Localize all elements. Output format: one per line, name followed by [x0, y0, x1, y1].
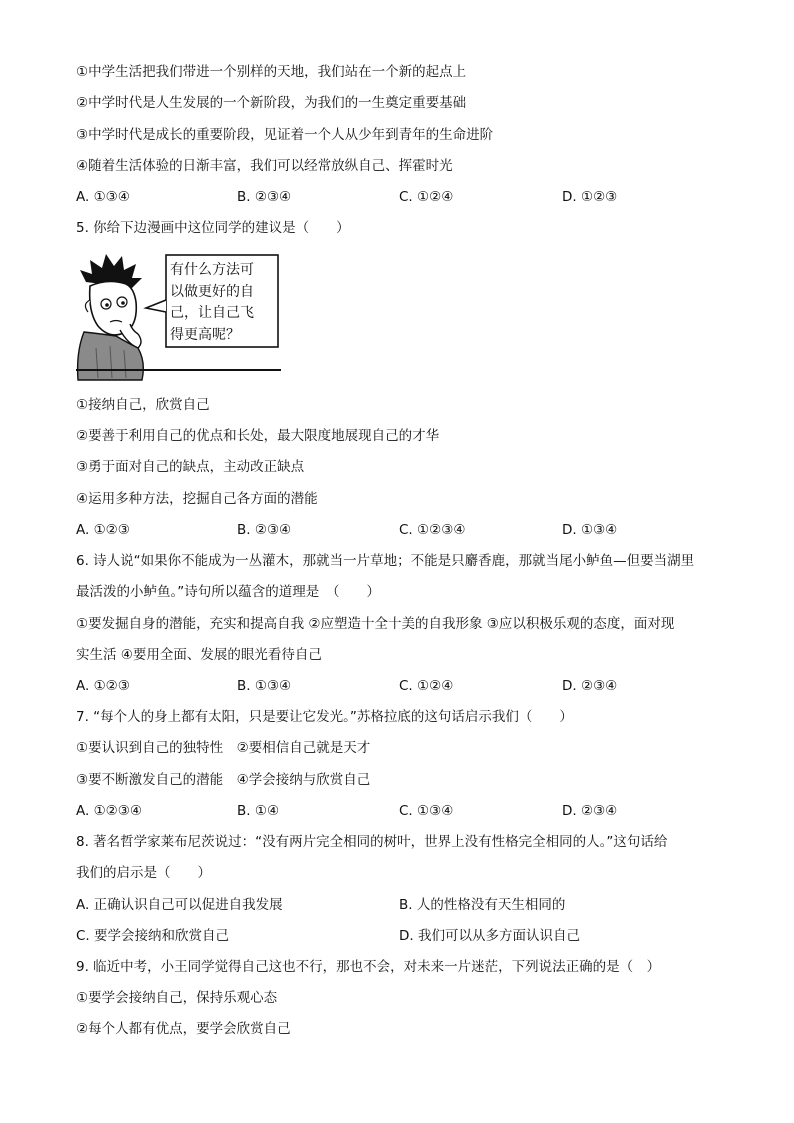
q9-stem: 9. 临近中考，小王同学觉得自己这也不行，那也不会，对未来一片迷茫，下列说法正确的是（ ） — [76, 959, 661, 975]
q8-option-a: A. 正确认识自己可以促进自我发展 — [76, 897, 283, 913]
prev-item-1: ①中学生活把我们带进一个别样的天地，我们站在一个新的起点上 — [76, 64, 467, 80]
q5-stem: 5. 你给下边漫画中这位同学的建议是（ ） — [76, 220, 350, 236]
q5-option-b: B. ②③④ — [237, 522, 292, 538]
q7-option-c: C. ①③④ — [399, 803, 454, 819]
q6-items-line-2: 实生活 ④要用全面、发展的眼光看待自己 — [76, 647, 322, 663]
q6-option-b: B. ①③④ — [237, 678, 292, 694]
prev-option-b: B. ②③④ — [237, 189, 292, 205]
q5-item-2: ②要善于利用自己的优点和长处，最大限度地展现自己的才华 — [76, 428, 440, 444]
speech-bubble-text — [170, 260, 280, 346]
q8-stem-line-2: 我们的启示是（ ） — [76, 865, 211, 881]
prev-option-d: D. ①②③ — [562, 189, 618, 205]
bubble-line-1: 有什么方法可 — [170, 262, 254, 278]
q7-items-line-2: ③要不断激发自己的潜能 ④学会接纳与欣赏自己 — [76, 772, 371, 788]
q6-stem-line-1: 6. 诗人说“如果你不能成为一丛灌木，那就当一片草地；不能是只麝香鹿，那就当尾小鲈鱼—但要当湖里 — [76, 553, 695, 569]
q5-option-d: D. ①③④ — [562, 522, 618, 538]
q7-option-d: D. ②③④ — [562, 803, 618, 819]
prev-item-3: ③中学时代是成长的重要阶段，见证着一个人从少年到青年的生命进阶 — [76, 127, 494, 143]
prev-item-4: ④随着生活体验的日渐丰富，我们可以经常放纵自己、挥霍时光 — [76, 158, 453, 174]
q9-item-1: ①要学会接纳自己，保持乐观心态 — [76, 990, 278, 1006]
q6-option-c: C. ①②④ — [399, 678, 454, 694]
q7-option-b: B. ①④ — [237, 803, 280, 819]
q6-option-d: D. ②③④ — [562, 678, 618, 694]
q7-stem: 7. “每个人的身上都有太阳，只是要让它发光。”苏格拉底的这句话启示我们（ ） — [76, 709, 573, 725]
q8-stem-line-1: 8. 著名哲学家莱布尼茨说过：“没有两片完全相同的树叶，世界上没有性格完全相同的人。”这句话给 — [76, 834, 668, 850]
q7-items-line-1: ①要认识到自己的独特性 ②要相信自己就是天才 — [76, 740, 371, 756]
q5-item-4: ④运用多种方法，挖掘自己各方面的潜能 — [76, 491, 318, 507]
q7-option-a: A. ①②③④ — [76, 803, 142, 819]
prev-option-c: C. ①②④ — [399, 189, 454, 205]
q6-option-a: A. ①②③ — [76, 678, 130, 694]
q8-option-b: B. 人的性格没有天生相同的 — [399, 897, 566, 913]
q6-items-line-1: ①要发掘自身的潜能，充实和提高自我 ②应塑造十全十美的自我形象 ③应以积极乐观的态度，面对现 — [76, 616, 675, 632]
q5-item-3: ③勇于面对自己的缺点，主动改正缺点 — [76, 459, 305, 475]
q5-option-c: C. ①②③④ — [399, 522, 466, 538]
q8-option-c: C. 要学会接纳和欣赏自己 — [76, 928, 230, 944]
bubble-line-3: 己，让自己飞 — [170, 305, 254, 321]
q8-option-d: D. 我们可以从多方面认识自己 — [399, 928, 580, 944]
q5-option-a: A. ①②③ — [76, 522, 130, 538]
q6-stem-line-2: 最活泼的小鲈鱼。”诗句所以蕴含的道理是 （ ） — [76, 584, 380, 600]
bubble-line-4: 得更高呢？ — [170, 326, 240, 343]
prev-item-2: ②中学时代是人生发展的一个新阶段，为我们的一生奠定重要基础 — [76, 95, 467, 111]
bubble-line-2: 以做更好的自 — [170, 283, 254, 300]
q5-item-1: ①接纳自己，欣赏自己 — [76, 397, 210, 413]
prev-option-a: A. ①③④ — [76, 189, 130, 205]
q9-item-2: ②每个人都有优点，要学会欣赏自己 — [76, 1021, 291, 1037]
